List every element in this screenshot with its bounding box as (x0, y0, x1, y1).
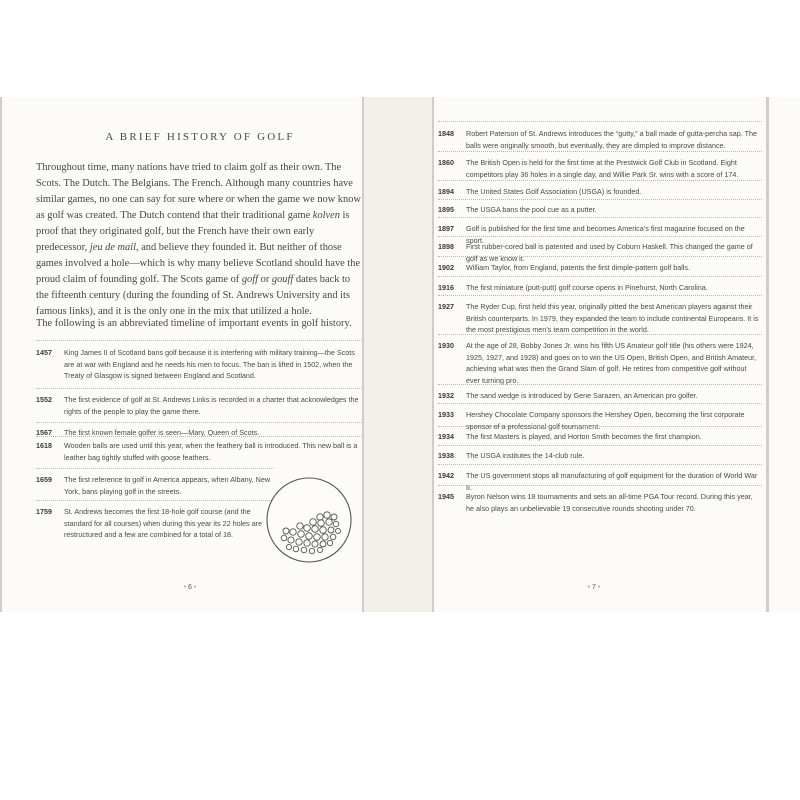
timeline-divider (438, 334, 762, 335)
timeline-year: 1902 (438, 263, 454, 272)
timeline-entry (438, 450, 762, 462)
timeline-divider (36, 422, 362, 423)
timeline-divider (438, 384, 762, 385)
timeline-divider (438, 426, 762, 427)
timeline-event-text: The first reference to golf in America appears, when Albany, New York, bans playing golf in the streets. (64, 475, 271, 496)
timeline-divider (438, 121, 762, 122)
timeline-event-text: The United States Golf Association (USGA) is founded. (466, 187, 642, 196)
timeline-year: 1897 (438, 224, 454, 233)
intro-text: , and believe they founded it. But neither of those games involved a hole—which is why many believe Scotland should have the proud claim of founding golf. The Scots game of (36, 242, 361, 285)
golf-ball-icon (264, 475, 354, 565)
timeline-event-text: The first evidence of golf at St. Andrews Links is recorded in a charter that acknowledges the rights of the people to play the game there. (64, 395, 359, 416)
timeline-event-text: The USGA bans the pool cue as a putter. (466, 205, 597, 214)
timeline-divider (36, 500, 274, 501)
timeline-event-text: First rubber-cored ball is patented and used by Coburn Haskell. This changed the game of golf as we know it. (466, 242, 753, 263)
timeline-divider (36, 340, 362, 341)
timeline-entry (36, 474, 274, 497)
timeline-event-text: The Ryder Cup, first held this year, originally pitted the best American players against their British counterparts. In 1979, they expanded the team to include continental Europeans. It is the most prestigious men’s team competition in the world. (466, 302, 759, 334)
timeline-year: 1659 (36, 475, 52, 484)
page-title: A BRIEF HISTORY OF GOLF (105, 131, 295, 143)
intro-italic-term: jeu de mail (89, 242, 136, 253)
intro-italic-term: gouff (271, 274, 294, 285)
timeline-event-text: The first known female golfer is seen—Mary, Queen of Scots. (64, 428, 260, 437)
page-edge-rule (0, 97, 2, 612)
intro-paragraph (36, 160, 362, 320)
timeline-divider (438, 403, 762, 404)
timeline-entry (438, 409, 762, 432)
timeline-entry (36, 506, 274, 541)
page-number-left: • 6 • (183, 584, 197, 591)
left-page (0, 97, 364, 612)
timeline-year: 1567 (36, 428, 52, 437)
timeline-entry (438, 241, 762, 264)
timeline-divider (438, 199, 762, 200)
timeline-event-text: Wooden balls are used until this year, when the feathery ball is introduced. This new ball is a leather bag tightly stuffed with goose feathers. (64, 441, 358, 462)
timeline-entry (438, 157, 762, 180)
timeline-entry (438, 282, 762, 294)
timeline-entry (438, 340, 762, 386)
gutter (364, 97, 432, 612)
timeline-year: 1930 (438, 341, 454, 350)
timeline-year: 1927 (438, 302, 454, 311)
timeline-entry (438, 204, 762, 216)
timeline-event-text: The sand wedge is introduced by Gene Sarazen, an American pro golfer. (466, 391, 698, 400)
intro-text: or (258, 274, 272, 285)
timeline-year: 1457 (36, 348, 52, 357)
timeline-divider (438, 151, 762, 152)
timeline-event-text: Hershey Chocolate Company sponsors the Hershey Open, becoming the first corporate sponsor of a professional golf tournament. (466, 410, 745, 431)
timeline-event-text: King James II of Scotland bans golf because it is interfering with military training—the Scots are at war with England and he needs his men to focus. The ban is lifted in 1502, when the Treaty of Glasgow is signed between England and Scotland. (64, 348, 355, 380)
timeline-year: 1860 (438, 158, 454, 167)
timeline-entry (438, 470, 762, 493)
timeline-year: 1933 (438, 410, 454, 419)
timeline-entry (438, 128, 762, 151)
timeline-divider (438, 485, 762, 486)
book-spread (0, 97, 800, 612)
timeline-year: 1934 (438, 432, 454, 441)
timeline-entry (438, 431, 762, 443)
timeline-year: 1848 (438, 129, 454, 138)
timeline-entry (36, 440, 360, 463)
intro-text: Throughout time, many nations have tried to claim golf as their own. The Scots. The Dutch. The Belgians. The French. Although many countries have similar games, no one can say for sure where or when the game we now know as golf was created. The Dutch contend that their traditional game (36, 162, 361, 221)
timeline-divider (36, 388, 362, 389)
intro-italic-term: goff (241, 274, 259, 285)
timeline-year: 1618 (36, 441, 52, 450)
timeline-event-text: William Taylor, from England, patents the first dimple-pattern golf balls. (466, 263, 690, 272)
timeline-entry (438, 262, 762, 274)
timeline-event-text: Byron Nelson wins 18 tournaments and sets an all-time PGA Tour record. During this year, he also plays an unbelievable 19 consecutive rounds shooting under 70. (466, 492, 753, 513)
timeline-year: 1932 (438, 391, 454, 400)
timeline-divider (438, 256, 762, 257)
timeline-year: 1938 (438, 451, 454, 460)
intro-text: is proof that they originated golf, but the French have their own early predecessor, (36, 210, 350, 253)
timeline-entry (438, 301, 762, 336)
timeline-divider (438, 180, 762, 181)
timeline-year: 1894 (438, 187, 454, 196)
gutter-rule-right (432, 97, 434, 612)
timeline-divider (36, 436, 362, 437)
timeline-event-text: Robert Paterson of St. Andrews introduces the “gutty,” a ball made of gutta-percha sap. The balls were originally smooth, but eventually, they are dimpled to improve distance. (466, 129, 757, 150)
timeline-intro: The following is an abbreviated timeline of important events in golf history. (36, 318, 352, 329)
timeline-event-text: The US government stops all manufacturing of golf equipment for the duration of World War II. (466, 471, 758, 492)
page-edge-rule (766, 97, 769, 612)
timeline-year: 1916 (438, 283, 454, 292)
timeline-entry (438, 186, 762, 198)
timeline-year: 1895 (438, 205, 454, 214)
page-number-right: • 7 • (587, 584, 601, 591)
timeline-entry (438, 390, 762, 402)
timeline-event-text: Golf is published for the first time and becomes America’s first magazine focused on the sport. (466, 224, 745, 245)
intro-text: dates back to the fifteenth century (during the founding of St. Andrews University and its famous links), and it is the only one in the mix that utilized a hole. (36, 274, 351, 317)
right-page (432, 97, 800, 612)
timeline-divider (438, 236, 762, 237)
timeline-year: 1552 (36, 395, 52, 404)
timeline-divider (438, 445, 762, 446)
timeline-year: 1942 (438, 471, 454, 480)
timeline-event-text: The first miniature (putt-putt) golf course opens in Pinehurst, North Carolina. (466, 283, 708, 292)
timeline-divider (36, 468, 274, 469)
timeline-year: 1759 (36, 507, 52, 516)
timeline-year: 1898 (438, 242, 454, 251)
timeline-entry (438, 491, 762, 514)
timeline-event-text: The British Open is held for the first time at the Prestwick Golf Club in Scotland. Eight competitors play 36 holes in a single day, and Willie Park Sr. wins with a score of 174. (466, 158, 739, 179)
timeline-year: 1945 (438, 492, 454, 501)
timeline-entry (36, 394, 360, 417)
timeline-divider (438, 295, 762, 296)
timeline-divider (438, 276, 762, 277)
timeline-divider (438, 464, 762, 465)
timeline-entry (36, 347, 360, 382)
intro-italic-term: kolven (312, 210, 340, 221)
timeline-divider (438, 217, 762, 218)
timeline-event-text: St. Andrews becomes the first 18-hole golf course (and the standard for all courses) when during this year its 22 holes are restructured and a few are combined for a total of 18. (64, 507, 263, 539)
timeline-event-text: The USGA institutes the 14-club rule. (466, 451, 585, 460)
timeline-event-text: At the age of 28, Bobby Jones Jr. wins his fifth US Amateur golf title (his others were 1924, 1925, 1927, and 1928) and goes on to win the US Open, British Open, and British Amateur, achieving what was then the Grand Slam of golf. He retires from competitive golf without ever turning pro. (466, 341, 757, 385)
timeline-event-text: The first Masters is played, and Horton Smith becomes the first champion. (466, 432, 702, 441)
